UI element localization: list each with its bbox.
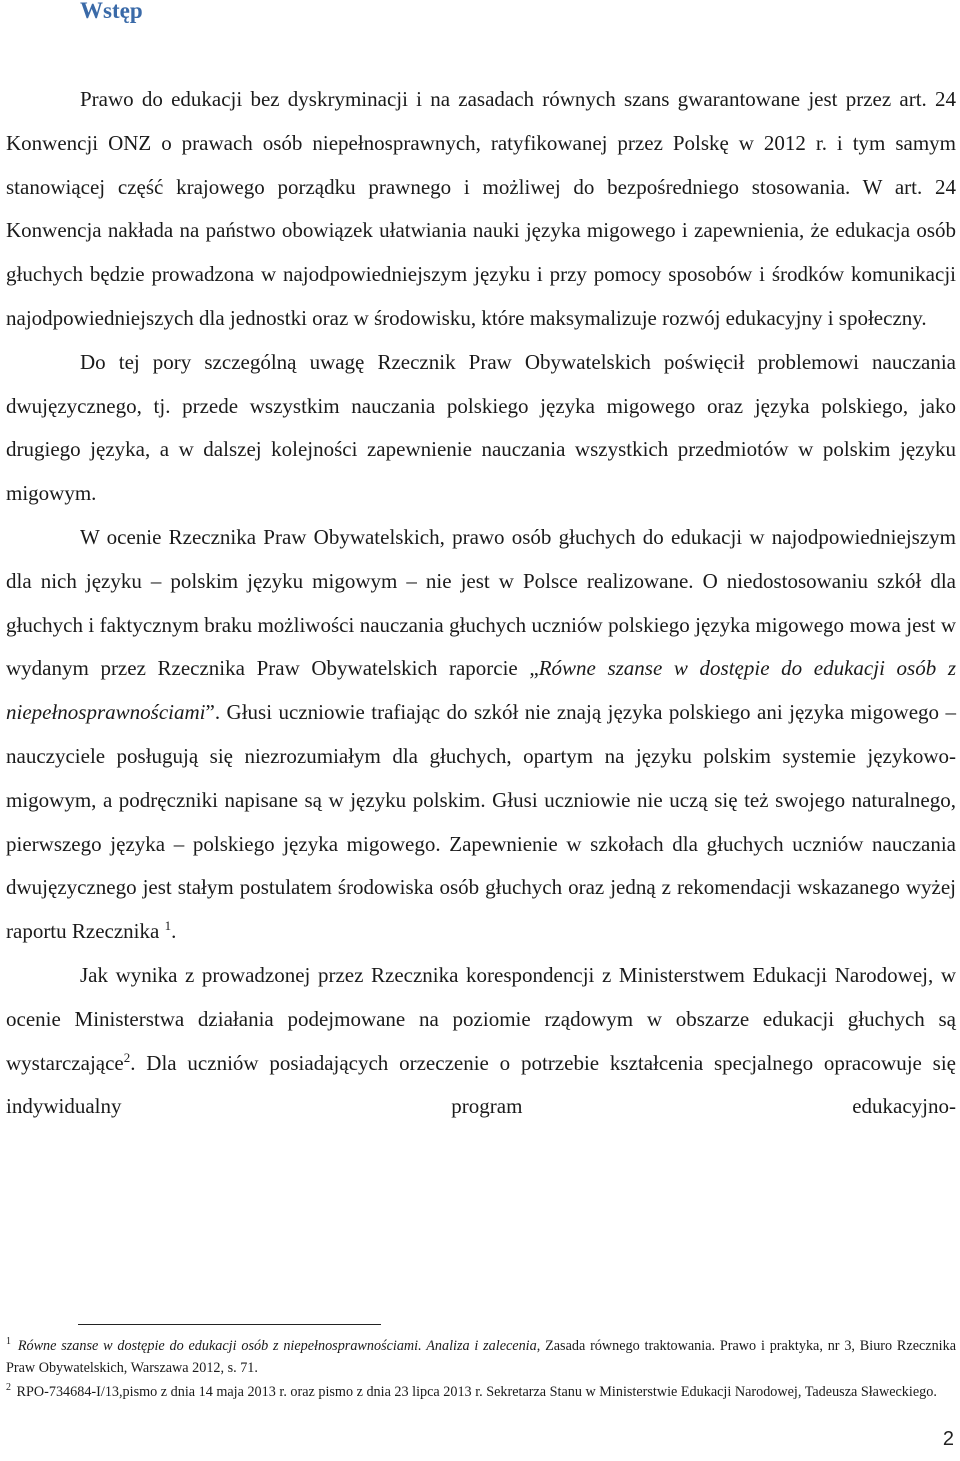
paragraph-3-end: . [171,919,177,944]
report-title-italic: Równe szanse w dostępie do edukacji osób z niepełnosprawnościami [6,656,956,725]
body-text [6,78,956,1129]
paragraph-2: Do tej pory szczególną uwagę Rzecznik Praw Obywatelskich poświęcił problemowi nauczania dwujęzycznego, tj. przede wszystkim nauczania polskiego języka migowego oraz języka polskiego, jako drugiego języka, a w dalszej kolejności zapewnienie nauczania wszystkich przedmiotów w polskim języku migowym. [6,349,956,506]
footnote-2-number: 2 [6,1382,11,1394]
footnote-ref-1[interactable]: 1 [164,918,172,934]
paragraph-1: Prawo do edukacji bez dyskryminacji i na zasadach równych szans gwarantowane jest przez art. 24 Konwencji ONZ o prawach osób niepełnosprawnych, ratyfikowanej przez Polskę w 2012 r. i tym samym stanowiącej część krajowego porządku prawnego i możliwej do bezpośredniego stosowania. W art. 24 Konwencja nakłada na państwo obowiązek ułatwiania nauki języka migowego i zapewnienia, że edukacja osób głuchych będzie prowadzona w najodpowiedniejszym języku i przy pomocy sposobów i środków komunikacji najodpowiedniejszych dla jednostki oraz w środowisku, które maksymalizuje rozwój edukacyjny i społeczny. [6,87,956,330]
footnotes [6,1336,956,1407]
footnote-1-text: , Zasada równego traktowania. Prawo i praktyka, nr 3, Biuro Rzecznika Praw Obywatelskich, Warszawa 2012, s. 71. [6,1338,957,1376]
paragraph-3-text-b: ”. Głusi uczniowie trafiając do szkół nie znają języka polskiego ani języka migowego – nauczyciele posługują się niezrozumiałym dla głuchych, opartym na języku polskim systemie językowo-migowym, a podręczniki napisane są w języku polskim. Głusi uczniowie nie uczą się też swojego naturalnego, pierwszego języka – polskiego języka migowego. Zapewnienie w szkołach dla głuchych uczniów nauczania dwujęzycznego jest stałym postulatem środowiska osób głuchych oraz jedną z rekomendacji wskazanego wyżej raportu Rzecznika [6,700,956,944]
paragraph-4 [6,954,956,1129]
footnote-1-italic: Równe szanse w dostępie do edukacji osób z niepełnosprawnościami. Analiza i zalecenia [17,1338,537,1354]
footnote-separator [78,1324,381,1325]
paragraph-3-text-a: W ocenie Rzecznika Praw Obywatelskich, prawo osób głuchych do edukacji w najodpowiedniejszym dla nich języku – polskim języku migowym – nie jest w Polsce realizowane. O niedostosowaniu szkół dla głuchych i faktycznym braku możliwości nauczania głuchych uczniów polskiego języka migowego mowa jest w wydanym przez Rzecznika Praw Obywatelskich raporcie „ [6,524,956,681]
footnote-ref-2[interactable]: 2 [123,1049,131,1065]
footnote-1-number: 1 [6,1336,11,1348]
page-number: 2 [942,1428,954,1450]
footnote-2-text: RPO-734684-I/13,pismo z dnia 14 maja 2013 r. oraz pismo z dnia 23 lipca 2013 r. Sekretarza Stanu w Ministerstwie Edukacji Narodowej, Tadeusza Sławeckiego. [16,1384,937,1400]
footnote-2 [6,1382,956,1404]
footnote-1 [6,1336,956,1379]
section-heading: Wstęp [80,0,143,23]
paragraph-4-text-a: Jak wynika z prowadzonej przez Rzecznika korespondencji z Ministerstwem Edukacji Narodowej, w ocenie Ministerstwa działania podejmowane na poziomie rządowym w obszarze edukacji głuchych są wystarczające [6,962,956,1075]
paragraph-4-text-b: . Dla uczniów posiadających orzeczenie o potrzebie kształcenia specjalnego opracowuje się indywidualny program edukacyjno- [6,1050,956,1119]
paragraph-3 [6,516,956,954]
